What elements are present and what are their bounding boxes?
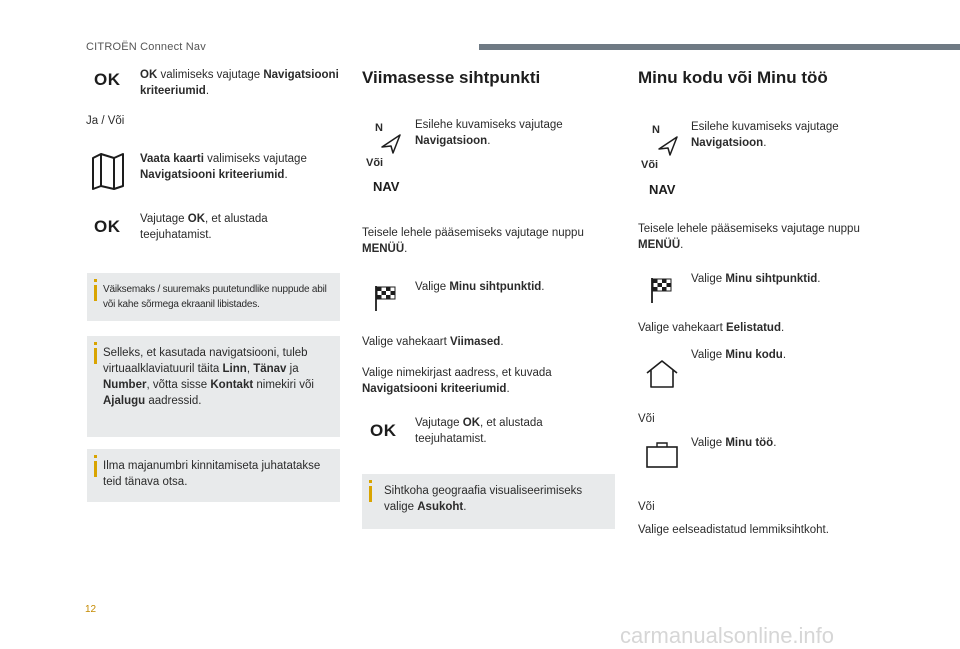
nav-button-icon: NAV [649,182,676,197]
or-label: Või [641,159,659,171]
ok-icon: OK [94,217,121,236]
step-my-home: Valige Minu kodu. [691,349,787,361]
info-icon [94,461,97,477]
section-heading-recent: Viimasesse sihtpunkti [362,68,541,87]
or-label: Või [366,157,384,169]
page-number: 12 [85,604,97,615]
step-my-destinations: Valige Minu sihtpunktid. [415,281,545,293]
header-bar [479,44,960,50]
checkered-flag-icon [650,276,674,309]
watermark: carmanualsonline.info [620,623,835,648]
step-my-destinations: Valige Minu sihtpunktid. [691,273,821,285]
step-select-address: Valige nimekirjast aadress, et kuvada Navigatsiooni kriteeriumid. [362,367,552,395]
ok-instruction: OK valimiseks vajutage Navigatsiooni kriteeriumid. [140,69,339,97]
step-recent-tab: Valige vahekaart Viimased. [362,336,504,348]
ok-icon: OK [370,421,397,440]
step-open-navigation: Esilehe kuvamiseks vajutage Navigatsioon. [691,121,839,149]
step-open-navigation: Esilehe kuvamiseks vajutage Navigatsioon. [415,119,563,147]
ja-voi-label: Ja / Või [86,115,125,127]
map-instruction: Vaata kaarti valimiseks vajutage Navigatsiooni kriteeriumid. [140,153,307,181]
step-menu: Teisele lehele pääsemiseks vajutage nuppu MENÜÜ. [362,227,584,255]
briefcase-icon [645,441,679,474]
checkered-flag-icon [374,284,398,317]
home-icon [645,359,679,394]
step-preset-favorite: Valige eelseadistatud lemmiksihtkoht. [638,524,829,536]
section-heading-home-work: Minu kodu või Minu töö [638,68,828,87]
nav-button-icon: NAV [373,179,400,194]
step-my-work: Valige Minu töö. [691,437,777,449]
step-favorites-tab: Valige vahekaart Eelistatud. [638,322,785,334]
step-ok-start: Vajutage OK, et alustada teejuhatamist. [415,417,543,445]
map-book-icon [91,152,125,195]
info-icon [94,285,97,301]
info-icon [369,486,372,502]
info-icon [94,348,97,364]
or-label: Või [638,501,655,513]
info-note-housenumber: Ilma majanumbri kinnitamiseta juhatatakse teid tänava otsa. [87,449,340,502]
ok-icon: OK [94,70,121,89]
header-title: CITROËN Connect Nav [86,41,206,53]
info-note-zoom: Väiksemaks / suuremaks puutetundlike nuppude abil või kahe sõrmega ekraanil libistades. [87,273,340,321]
ok-start-instruction: Vajutage OK, et alustada teejuhatamist. [140,213,268,241]
info-note-address: Selleks, et kasutada navigatsiooni, tuleb virtuaalklaviatuuril täita Linn, Tänav ja Number, võtta sisse Kontakt nimekiri või Ajalugu aadressid. [87,336,340,437]
step-menu: Teisele lehele pääsemiseks vajutage nuppu MENÜÜ. [638,223,860,251]
or-label: Või [638,413,655,425]
info-note-position: Sihtkoha geograafia visualiseerimiseks valige Asukoht. [362,474,615,529]
